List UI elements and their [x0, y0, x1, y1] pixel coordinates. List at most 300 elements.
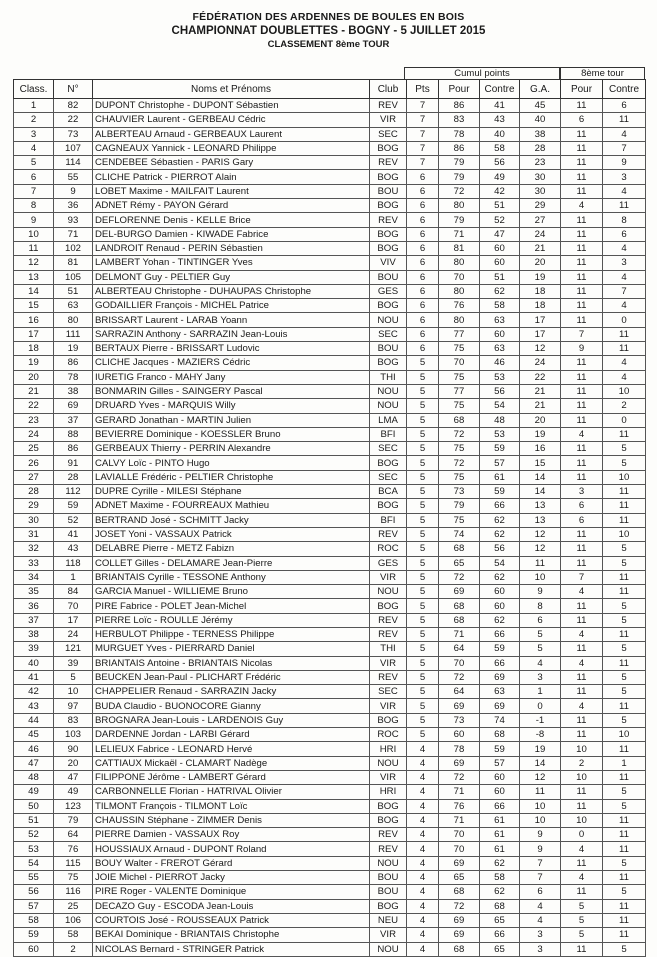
contre-cell: 62: [480, 527, 520, 541]
round-pour-cell: 10: [561, 770, 603, 784]
goal-average-cell: 12: [520, 342, 561, 356]
round-pour-cell: 11: [561, 470, 603, 484]
contre-cell: 63: [480, 342, 520, 356]
names-cell: DUPRE Cyrille - MILESI Stéphane: [93, 485, 370, 499]
table-row: [14, 270, 646, 284]
number-cell: 76: [54, 842, 93, 856]
goal-average-cell: 21: [520, 384, 561, 398]
round-pour-cell: 11: [561, 856, 603, 870]
names-cell: GARCIA Manuel - WILLIEME Bruno: [93, 585, 370, 599]
pour-cell: 86: [439, 99, 480, 113]
round-pour-cell: 4: [561, 699, 603, 713]
number-cell: 84: [54, 585, 93, 599]
pour-cell: 69: [439, 699, 480, 713]
number-cell: 91: [54, 456, 93, 470]
club-cell: BOG: [370, 241, 407, 255]
pour-cell: 69: [439, 756, 480, 770]
club-cell: BOG: [370, 299, 407, 313]
names-cell: BUDA Claudio - BUONOCORE Gianny: [93, 699, 370, 713]
number-cell: 58: [54, 928, 93, 942]
club-cell: REV: [370, 842, 407, 856]
class-cell: 55: [14, 871, 54, 885]
round-contre-cell: 10: [603, 728, 646, 742]
club-cell: VIV: [370, 256, 407, 270]
round-pour-cell: 11: [561, 942, 603, 956]
class-cell: 33: [14, 556, 54, 570]
names-cell: BRIANTAIS Antoine - BRIANTAIS Nicolas: [93, 656, 370, 670]
club-cell: NOU: [370, 399, 407, 413]
contre-cell: 61: [480, 470, 520, 484]
round-pour-cell: 11: [561, 99, 603, 113]
number-cell: 24: [54, 627, 93, 641]
table-row: [14, 99, 646, 113]
col-number: N°: [54, 80, 93, 99]
contre-cell: 66: [480, 799, 520, 813]
points-cell: 4: [407, 885, 439, 899]
round-pour-cell: 4: [561, 585, 603, 599]
table-row: [14, 342, 646, 356]
number-cell: 25: [54, 899, 93, 913]
club-cell: REV: [370, 213, 407, 227]
round-pour-cell: 10: [561, 813, 603, 827]
round-pour-cell: 6: [561, 499, 603, 513]
number-cell: 69: [54, 399, 93, 413]
points-cell: 5: [407, 384, 439, 398]
class-cell: 5: [14, 156, 54, 170]
class-cell: 13: [14, 270, 54, 284]
points-cell: 5: [407, 470, 439, 484]
contre-cell: 61: [480, 842, 520, 856]
round-pour-cell: 11: [561, 613, 603, 627]
round-contre-cell: 7: [603, 141, 646, 155]
round-pour-cell: 11: [561, 313, 603, 327]
number-cell: 83: [54, 713, 93, 727]
round-pour-cell: 5: [561, 899, 603, 913]
class-cell: 37: [14, 613, 54, 627]
pour-cell: 75: [439, 442, 480, 456]
names-cell: BEUCKEN Jean-Paul - PLICHART Frédéric: [93, 670, 370, 684]
table-row: [14, 384, 646, 398]
club-cell: THI: [370, 370, 407, 384]
contre-cell: 65: [480, 913, 520, 927]
points-cell: 5: [407, 485, 439, 499]
contre-cell: 60: [480, 770, 520, 784]
pour-cell: 77: [439, 384, 480, 398]
contre-cell: 58: [480, 299, 520, 313]
table-row: [14, 313, 646, 327]
table-row: [14, 170, 646, 184]
points-cell: 5: [407, 642, 439, 656]
round-contre-cell: 11: [603, 427, 646, 441]
goal-average-cell: 9: [520, 585, 561, 599]
pour-cell: 72: [439, 427, 480, 441]
club-cell: SEC: [370, 685, 407, 699]
table-row: [14, 485, 646, 499]
names-cell: BERTAUX Pierre - BRISSART Ludovic: [93, 342, 370, 356]
number-cell: 115: [54, 856, 93, 870]
club-cell: GES: [370, 556, 407, 570]
class-cell: 15: [14, 299, 54, 313]
names-cell: DELMONT Guy - PELTIER Guy: [93, 270, 370, 284]
round-contre-cell: 5: [603, 542, 646, 556]
contre-cell: 51: [480, 199, 520, 213]
table-row: [14, 670, 646, 684]
round-pour-cell: 11: [561, 399, 603, 413]
names-cell: TILMONT François - TILMONT Loïc: [93, 799, 370, 813]
pour-cell: 65: [439, 556, 480, 570]
pour-cell: 64: [439, 685, 480, 699]
round-contre-cell: 11: [603, 327, 646, 341]
names-cell: CAGNEAUX Yannick - LEONARD Philippe: [93, 141, 370, 155]
table-row: [14, 527, 646, 541]
round-contre-cell: 11: [603, 913, 646, 927]
names-cell: PIERRE Loïc - ROULLE Jérémy: [93, 613, 370, 627]
table-row: [14, 456, 646, 470]
contre-cell: 60: [480, 585, 520, 599]
class-cell: 16: [14, 313, 54, 327]
class-cell: 28: [14, 485, 54, 499]
number-cell: 51: [54, 284, 93, 298]
goal-average-cell: 19: [520, 427, 561, 441]
contre-cell: 57: [480, 756, 520, 770]
club-cell: BOG: [370, 141, 407, 155]
points-cell: 6: [407, 284, 439, 298]
number-cell: 38: [54, 384, 93, 398]
round-pour-cell: 5: [561, 913, 603, 927]
club-cell: SEC: [370, 442, 407, 456]
pour-cell: 70: [439, 356, 480, 370]
goal-average-cell: 24: [520, 227, 561, 241]
round-contre-cell: 10: [603, 384, 646, 398]
round-contre-cell: 4: [603, 270, 646, 284]
number-cell: 79: [54, 813, 93, 827]
table-row: [14, 728, 646, 742]
pour-cell: 81: [439, 241, 480, 255]
round-contre-cell: 1: [603, 756, 646, 770]
number-cell: 81: [54, 256, 93, 270]
number-cell: 37: [54, 413, 93, 427]
club-cell: LMA: [370, 413, 407, 427]
class-cell: 10: [14, 227, 54, 241]
round-contre-cell: 5: [603, 442, 646, 456]
goal-average-cell: 12: [520, 770, 561, 784]
pour-cell: 78: [439, 742, 480, 756]
names-cell: GODAILLIER François - MICHEL Patrice: [93, 299, 370, 313]
pour-cell: 75: [439, 470, 480, 484]
names-cell: NICOLAS Bernard - STRINGER Patrick: [93, 942, 370, 956]
club-cell: BOG: [370, 799, 407, 813]
table-row: [14, 828, 646, 842]
goal-average-cell: 20: [520, 413, 561, 427]
names-cell: CALVY Loïc - PINTO Hugo: [93, 456, 370, 470]
round-contre-cell: 0: [603, 413, 646, 427]
round-contre-cell: 11: [603, 113, 646, 127]
class-cell: 19: [14, 356, 54, 370]
goal-average-cell: 15: [520, 456, 561, 470]
goal-average-cell: 11: [520, 556, 561, 570]
class-cell: 54: [14, 856, 54, 870]
contre-cell: 40: [480, 127, 520, 141]
club-cell: VIR: [370, 113, 407, 127]
names-cell: DARDENNE Jordan - LARBI Gérard: [93, 728, 370, 742]
class-cell: 44: [14, 713, 54, 727]
goal-average-cell: 6: [520, 885, 561, 899]
goal-average-cell: 13: [520, 513, 561, 527]
round-contre-cell: 6: [603, 227, 646, 241]
number-cell: 112: [54, 485, 93, 499]
club-cell: BCA: [370, 485, 407, 499]
club-cell: NOU: [370, 942, 407, 956]
points-cell: 5: [407, 613, 439, 627]
contre-cell: 62: [480, 513, 520, 527]
pour-cell: 72: [439, 570, 480, 584]
club-cell: NEU: [370, 913, 407, 927]
goal-average-cell: 4: [520, 656, 561, 670]
number-cell: 19: [54, 342, 93, 356]
names-cell: LOBET Maxime - MAILFAIT Laurent: [93, 184, 370, 198]
contre-cell: 61: [480, 828, 520, 842]
goal-average-cell: 30: [520, 184, 561, 198]
round-pour-cell: 11: [561, 184, 603, 198]
points-cell: 6: [407, 241, 439, 255]
club-cell: BOG: [370, 170, 407, 184]
class-cell: 36: [14, 599, 54, 613]
club-cell: NOU: [370, 856, 407, 870]
names-cell: CLICHE Patrick - PIERROT Alain: [93, 170, 370, 184]
table-row: [14, 770, 646, 784]
club-cell: REV: [370, 627, 407, 641]
table-row: [14, 156, 646, 170]
points-cell: 4: [407, 913, 439, 927]
points-cell: 6: [407, 213, 439, 227]
class-cell: 60: [14, 942, 54, 956]
table-row: [14, 284, 646, 298]
pour-cell: 68: [439, 542, 480, 556]
goal-average-cell: 24: [520, 356, 561, 370]
contre-cell: 66: [480, 499, 520, 513]
col-class: Class.: [14, 80, 54, 99]
club-cell: THI: [370, 642, 407, 656]
club-cell: ROC: [370, 728, 407, 742]
class-cell: 58: [14, 913, 54, 927]
round-contre-cell: 2: [603, 399, 646, 413]
table-row: [14, 685, 646, 699]
points-cell: 5: [407, 427, 439, 441]
number-cell: 86: [54, 442, 93, 456]
ranking-subtitle: CLASSEMENT 8ème TOUR: [267, 39, 390, 50]
names-cell: BRIANTAIS Cyrille - TESSONE Anthony: [93, 570, 370, 584]
class-cell: 46: [14, 742, 54, 756]
col-goal-average: G.A.: [520, 80, 561, 99]
goal-average-cell: 9: [520, 842, 561, 856]
goal-average-cell: -1: [520, 713, 561, 727]
points-cell: 5: [407, 413, 439, 427]
class-cell: 25: [14, 442, 54, 456]
class-cell: 23: [14, 413, 54, 427]
number-cell: 47: [54, 770, 93, 784]
points-cell: 5: [407, 699, 439, 713]
goal-average-cell: 12: [520, 542, 561, 556]
table-row: [14, 699, 646, 713]
round-contre-cell: 10: [603, 470, 646, 484]
names-cell: BOUY Walter - FREROT Gérard: [93, 856, 370, 870]
goal-average-cell: 28: [520, 141, 561, 155]
round-pour-cell: 4: [561, 656, 603, 670]
names-cell: CHAUVIER Laurent - GERBEAU Cédric: [93, 113, 370, 127]
number-cell: 43: [54, 542, 93, 556]
points-cell: 5: [407, 556, 439, 570]
goal-average-cell: 22: [520, 370, 561, 384]
table-row: [14, 642, 646, 656]
points-cell: 4: [407, 828, 439, 842]
round-contre-cell: 8: [603, 213, 646, 227]
contre-cell: 62: [480, 284, 520, 298]
contre-cell: 60: [480, 599, 520, 613]
goal-average-cell: 1: [520, 685, 561, 699]
round-contre-cell: 11: [603, 570, 646, 584]
number-cell: 28: [54, 470, 93, 484]
number-cell: 20: [54, 756, 93, 770]
class-cell: 56: [14, 885, 54, 899]
class-cell: 20: [14, 370, 54, 384]
pour-cell: 79: [439, 213, 480, 227]
pour-cell: 71: [439, 813, 480, 827]
names-cell: SARRAZIN Anthony - SARRAZIN Jean-Louis: [93, 327, 370, 341]
club-cell: BOG: [370, 199, 407, 213]
col-club: Club: [370, 80, 407, 99]
contre-cell: 60: [480, 327, 520, 341]
round-contre-cell: 11: [603, 699, 646, 713]
number-cell: 97: [54, 699, 93, 713]
table-row: [14, 742, 646, 756]
points-cell: 5: [407, 713, 439, 727]
points-cell: 6: [407, 184, 439, 198]
table-row: [14, 427, 646, 441]
club-cell: BOG: [370, 356, 407, 370]
points-cell: 5: [407, 370, 439, 384]
names-cell: ADNET Maxime - FOURREAUX Mathieu: [93, 499, 370, 513]
table-row: [14, 241, 646, 255]
pour-cell: 75: [439, 399, 480, 413]
round-pour-cell: 11: [561, 685, 603, 699]
number-cell: 80: [54, 313, 93, 327]
round-pour-cell: 4: [561, 842, 603, 856]
table-row: [14, 899, 646, 913]
club-cell: NOU: [370, 313, 407, 327]
pour-cell: 73: [439, 713, 480, 727]
ranking-table: [13, 79, 646, 957]
class-cell: 39: [14, 642, 54, 656]
class-cell: 30: [14, 513, 54, 527]
number-cell: 123: [54, 799, 93, 813]
round-contre-cell: 11: [603, 627, 646, 641]
number-cell: 52: [54, 513, 93, 527]
pour-cell: 69: [439, 928, 480, 942]
round-contre-cell: 3: [603, 170, 646, 184]
contre-cell: 48: [480, 413, 520, 427]
table-row: [14, 813, 646, 827]
number-cell: 116: [54, 885, 93, 899]
table-row: [14, 842, 646, 856]
contre-cell: 69: [480, 670, 520, 684]
pour-cell: 75: [439, 342, 480, 356]
points-cell: 7: [407, 99, 439, 113]
round-pour-cell: 11: [561, 127, 603, 141]
goal-average-cell: -8: [520, 728, 561, 742]
names-cell: PIRE Roger - VALENTE Dominique: [93, 885, 370, 899]
goal-average-cell: 4: [520, 899, 561, 913]
names-cell: DEL-BURGO Damien - KIWADE Fabrice: [93, 227, 370, 241]
goal-average-cell: 7: [520, 856, 561, 870]
names-cell: CATTIAUX Mickaël - CLAMART Nadège: [93, 756, 370, 770]
class-cell: 35: [14, 585, 54, 599]
contre-cell: 60: [480, 785, 520, 799]
table-row: [14, 656, 646, 670]
table-row: [14, 199, 646, 213]
class-cell: 41: [14, 670, 54, 684]
pour-cell: 77: [439, 327, 480, 341]
goal-average-cell: 5: [520, 627, 561, 641]
pour-cell: 71: [439, 227, 480, 241]
round-contre-cell: 11: [603, 899, 646, 913]
class-cell: 18: [14, 342, 54, 356]
round-pour-cell: 4: [561, 627, 603, 641]
points-cell: 5: [407, 399, 439, 413]
names-cell: HERBULOT Philippe - TERNESS Philippe: [93, 627, 370, 641]
round-pour-cell: 4: [561, 427, 603, 441]
names-cell: GERARD Jonathan - MARTIN Julien: [93, 413, 370, 427]
number-cell: 90: [54, 742, 93, 756]
table-row: [14, 856, 646, 870]
round-pour-cell: 9: [561, 342, 603, 356]
class-cell: 32: [14, 542, 54, 556]
contre-cell: 65: [480, 942, 520, 956]
contre-cell: 62: [480, 613, 520, 627]
points-cell: 5: [407, 670, 439, 684]
table-row: [14, 599, 646, 613]
points-cell: 4: [407, 799, 439, 813]
club-cell: BOU: [370, 871, 407, 885]
contre-cell: 57: [480, 456, 520, 470]
class-cell: 29: [14, 499, 54, 513]
round-contre-cell: 11: [603, 842, 646, 856]
goal-average-cell: 40: [520, 113, 561, 127]
round-pour-cell: 11: [561, 370, 603, 384]
col-contre: Contre: [480, 80, 520, 99]
names-cell: CARBONNELLE Florian - HATRIVAL Olivier: [93, 785, 370, 799]
club-cell: BOU: [370, 342, 407, 356]
club-cell: BOG: [370, 899, 407, 913]
club-cell: VIR: [370, 570, 407, 584]
round-contre-cell: 5: [603, 685, 646, 699]
number-cell: 22: [54, 113, 93, 127]
pour-cell: 68: [439, 599, 480, 613]
points-cell: 5: [407, 442, 439, 456]
pour-cell: 78: [439, 127, 480, 141]
club-cell: BFI: [370, 427, 407, 441]
round-contre-cell: 4: [603, 299, 646, 313]
class-cell: 21: [14, 384, 54, 398]
table-row: [14, 299, 646, 313]
points-cell: 5: [407, 456, 439, 470]
number-cell: 105: [54, 270, 93, 284]
table-row: [14, 356, 646, 370]
round-pour-cell: 2: [561, 756, 603, 770]
class-cell: 48: [14, 770, 54, 784]
contre-cell: 53: [480, 427, 520, 441]
club-cell: ROC: [370, 542, 407, 556]
pour-cell: 72: [439, 899, 480, 913]
